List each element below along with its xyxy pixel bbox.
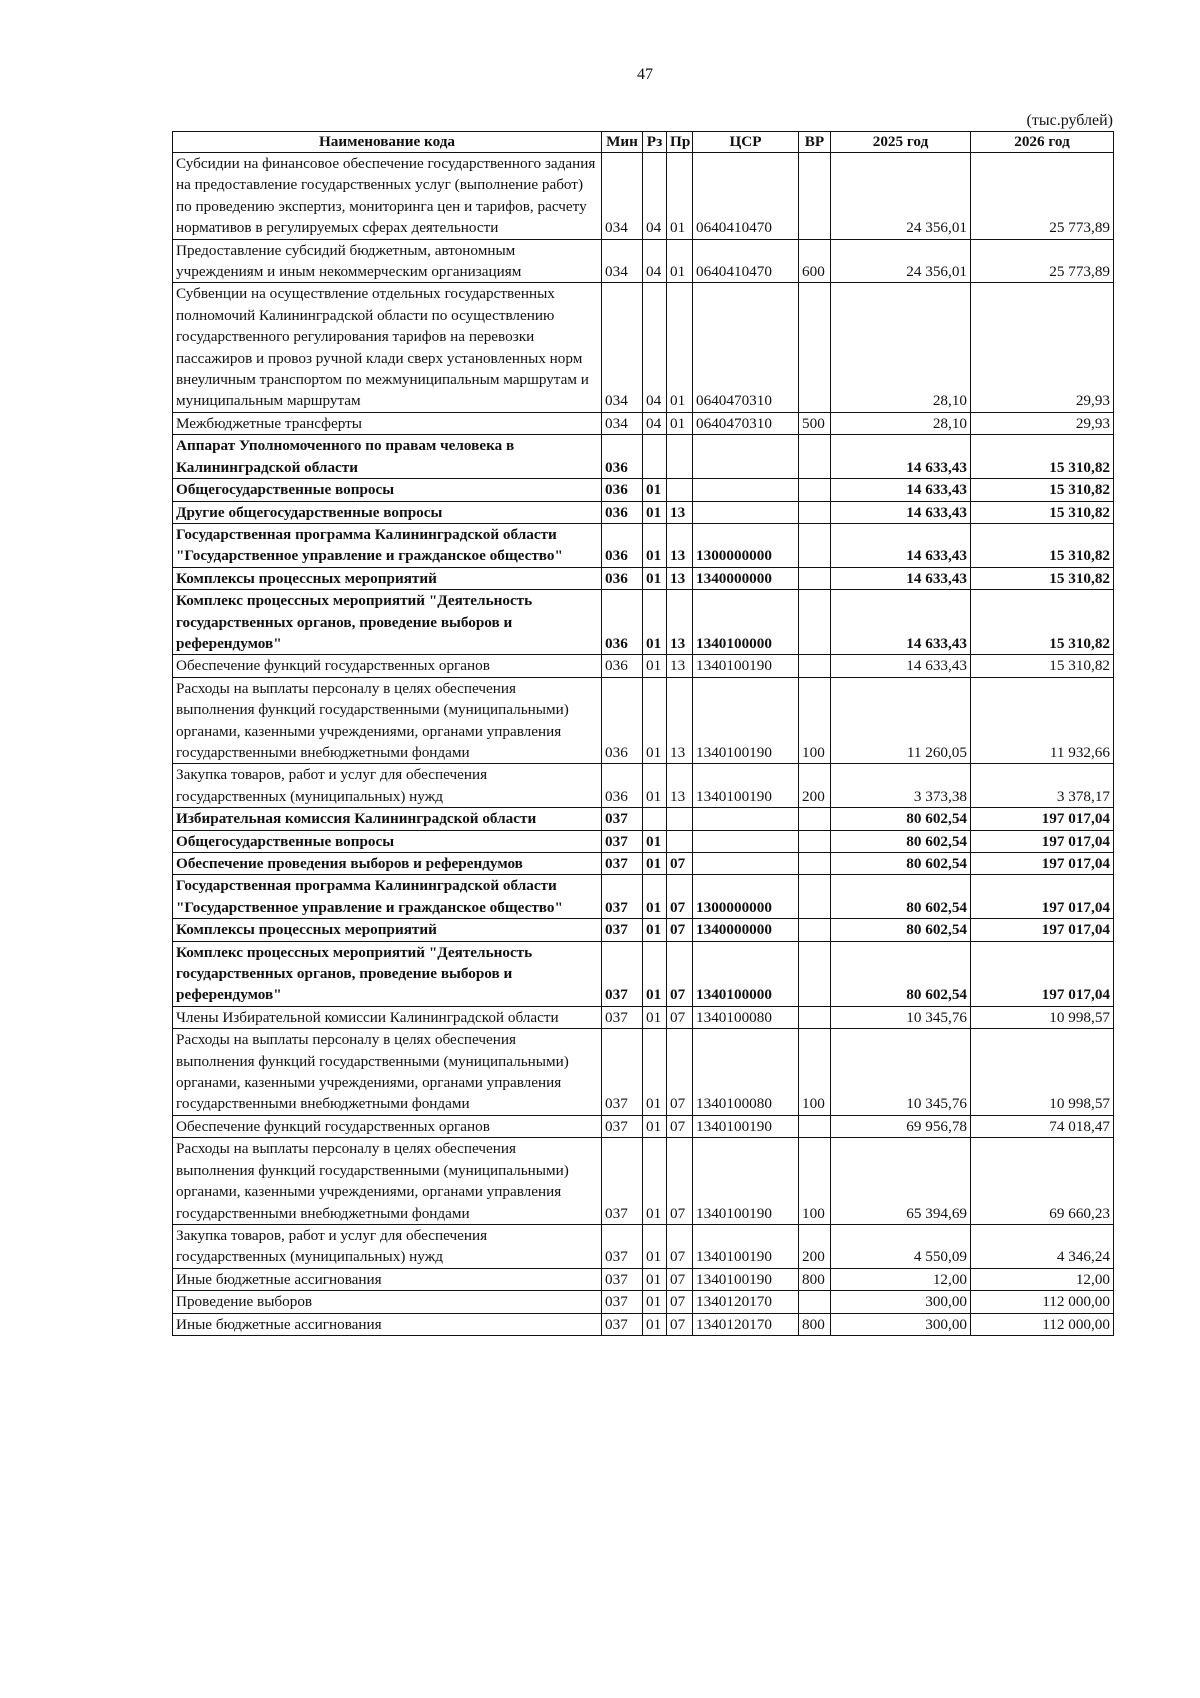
cell-csr: 1340000000	[693, 919, 799, 941]
table-row	[173, 941, 1114, 1006]
cell-2025: 24 356,01	[831, 153, 971, 240]
cell-min: 034	[602, 239, 643, 283]
cell-2025: 14 633,43	[831, 479, 971, 501]
header-2026: 2026 год	[971, 132, 1114, 153]
cell-vr: 100	[799, 1138, 831, 1225]
cell-2025: 69 956,78	[831, 1115, 971, 1137]
cell-2025: 80 602,54	[831, 808, 971, 830]
cell-pr: 07	[667, 1006, 693, 1028]
table-row	[173, 1006, 1114, 1028]
cell-min: 036	[602, 523, 643, 567]
cell-2025: 300,00	[831, 1313, 971, 1335]
table-row	[173, 1268, 1114, 1290]
cell-min: 037	[602, 830, 643, 852]
cell-min: 036	[602, 435, 643, 479]
cell-min: 037	[602, 1224, 643, 1268]
cell-pr: 07	[667, 919, 693, 941]
cell-min: 036	[602, 677, 643, 764]
cell-pr: 07	[667, 1291, 693, 1313]
cell-vr	[799, 1006, 831, 1028]
header-name: Наименование кода	[173, 132, 602, 153]
cell-pr: 07	[667, 875, 693, 919]
cell-rz: 01	[643, 1313, 667, 1335]
table-row	[173, 239, 1114, 283]
cell-name: Обеспечение функций государственных органов	[173, 655, 602, 677]
cell-csr	[693, 435, 799, 479]
cell-rz: 01	[643, 919, 667, 941]
cell-csr: 0640410470	[693, 153, 799, 240]
cell-2026: 74 018,47	[971, 1115, 1114, 1137]
cell-2026: 29,93	[971, 412, 1114, 434]
cell-vr: 100	[799, 677, 831, 764]
cell-2026: 12,00	[971, 1268, 1114, 1290]
table-row	[173, 1291, 1114, 1313]
cell-2026: 197 017,04	[971, 830, 1114, 852]
cell-csr: 1340100190	[693, 764, 799, 808]
cell-csr: 1340120170	[693, 1291, 799, 1313]
cell-vr: 800	[799, 1313, 831, 1335]
cell-rz: 01	[643, 1138, 667, 1225]
cell-csr: 1340100190	[693, 1138, 799, 1225]
cell-name: Государственная программа Калининградской области "Государственное управление и гражданское общество"	[173, 875, 602, 919]
cell-name: Члены Избирательной комиссии Калининградской области	[173, 1006, 602, 1028]
cell-name: Межбюджетные трансферты	[173, 412, 602, 434]
cell-vr: 100	[799, 1029, 831, 1116]
cell-rz: 01	[643, 567, 667, 589]
cell-2025: 300,00	[831, 1291, 971, 1313]
cell-csr: 1340100000	[693, 941, 799, 1006]
cell-csr	[693, 853, 799, 875]
cell-rz: 04	[643, 283, 667, 412]
cell-rz: 04	[643, 239, 667, 283]
cell-csr: 1340100080	[693, 1029, 799, 1116]
table-row	[173, 435, 1114, 479]
table-row	[173, 479, 1114, 501]
table-row	[173, 1224, 1114, 1268]
cell-vr	[799, 1291, 831, 1313]
cell-pr: 07	[667, 1268, 693, 1290]
cell-min: 037	[602, 1313, 643, 1335]
cell-2026: 15 310,82	[971, 523, 1114, 567]
cell-2026: 112 000,00	[971, 1313, 1114, 1335]
cell-2025: 11 260,05	[831, 677, 971, 764]
cell-name: Другие общегосударственные вопросы	[173, 501, 602, 523]
cell-2025: 14 633,43	[831, 655, 971, 677]
cell-pr: 01	[667, 239, 693, 283]
cell-2025: 14 633,43	[831, 435, 971, 479]
cell-csr: 1340100190	[693, 1268, 799, 1290]
header-vr: ВР	[799, 132, 831, 153]
cell-rz: 01	[643, 1268, 667, 1290]
cell-vr	[799, 919, 831, 941]
cell-min: 037	[602, 919, 643, 941]
cell-min: 037	[602, 1115, 643, 1137]
cell-2026: 15 310,82	[971, 501, 1114, 523]
cell-name: Субвенции на осуществление отдельных государственных полномочий Калининградской области по осуществлению государственного регулирования тарифов на перевозки пассажиров и провоз ручной клади сверх установленных норм внеуличным транспортом по межмуниципальным маршрутам и муниципальным маршрутам	[173, 283, 602, 412]
cell-2026: 112 000,00	[971, 1291, 1114, 1313]
cell-2026: 197 017,04	[971, 875, 1114, 919]
cell-rz: 01	[643, 677, 667, 764]
cell-2026: 25 773,89	[971, 153, 1114, 240]
cell-vr: 600	[799, 239, 831, 283]
cell-csr: 0640410470	[693, 239, 799, 283]
table-row	[173, 523, 1114, 567]
table-row	[173, 501, 1114, 523]
cell-min: 036	[602, 479, 643, 501]
table-row	[173, 875, 1114, 919]
cell-min: 034	[602, 283, 643, 412]
cell-2025: 80 602,54	[831, 941, 971, 1006]
cell-csr	[693, 830, 799, 852]
cell-vr: 200	[799, 1224, 831, 1268]
cell-rz: 01	[643, 1029, 667, 1116]
cell-pr: 07	[667, 1224, 693, 1268]
cell-2026: 10 998,57	[971, 1006, 1114, 1028]
cell-name: Расходы на выплаты персоналу в целях обеспечения выполнения функций государственными (муниципальными) органами, казенными учреждениями, органами управления государственными внебюджетными фондами	[173, 677, 602, 764]
cell-name: Избирательная комиссия Калининградской области	[173, 808, 602, 830]
cell-2026: 15 310,82	[971, 590, 1114, 655]
cell-2025: 4 550,09	[831, 1224, 971, 1268]
cell-rz: 01	[643, 479, 667, 501]
cell-rz: 01	[643, 590, 667, 655]
cell-name: Предоставление субсидий бюджетным, автономным учреждениям и иным некоммерческим организациям	[173, 239, 602, 283]
cell-rz: 01	[643, 830, 667, 852]
cell-2026: 15 310,82	[971, 567, 1114, 589]
cell-name: Закупка товаров, работ и услуг для обеспечения государственных (муниципальных) нужд	[173, 1224, 602, 1268]
cell-pr: 01	[667, 412, 693, 434]
cell-rz: 04	[643, 153, 667, 240]
cell-csr: 1340100190	[693, 1224, 799, 1268]
cell-rz: 01	[643, 1006, 667, 1028]
cell-pr	[667, 479, 693, 501]
table-row	[173, 655, 1114, 677]
cell-vr	[799, 153, 831, 240]
cell-pr: 07	[667, 1115, 693, 1137]
cell-2025: 14 633,43	[831, 567, 971, 589]
cell-pr: 01	[667, 153, 693, 240]
cell-csr: 0640470310	[693, 412, 799, 434]
cell-2026: 25 773,89	[971, 239, 1114, 283]
cell-csr: 1340100000	[693, 590, 799, 655]
cell-csr: 1300000000	[693, 875, 799, 919]
header-rz: Рз	[643, 132, 667, 153]
cell-name: Комплексы процессных мероприятий	[173, 919, 602, 941]
cell-pr: 13	[667, 523, 693, 567]
header-pr: Пр	[667, 132, 693, 153]
cell-2025: 80 602,54	[831, 875, 971, 919]
cell-vr	[799, 501, 831, 523]
cell-min: 036	[602, 501, 643, 523]
cell-vr: 500	[799, 412, 831, 434]
cell-name: Общегосударственные вопросы	[173, 830, 602, 852]
header-min: Мин	[602, 132, 643, 153]
table-header-row	[173, 132, 1114, 153]
cell-name: Аппарат Уполномоченного по правам человека в Калининградской области	[173, 435, 602, 479]
units-label: (тыс.рублей)	[1026, 112, 1113, 129]
cell-vr	[799, 875, 831, 919]
cell-2025: 14 633,43	[831, 501, 971, 523]
cell-min: 034	[602, 412, 643, 434]
cell-2025: 3 373,38	[831, 764, 971, 808]
cell-2025: 80 602,54	[831, 853, 971, 875]
cell-2026: 197 017,04	[971, 808, 1114, 830]
table-row	[173, 590, 1114, 655]
cell-vr	[799, 853, 831, 875]
table-row	[173, 764, 1114, 808]
cell-name: Расходы на выплаты персоналу в целях обеспечения выполнения функций государственными (муниципальными) органами, казенными учреждениями, органами управления государственными внебюджетными фондами	[173, 1029, 602, 1116]
cell-pr: 13	[667, 677, 693, 764]
table-row	[173, 1115, 1114, 1137]
cell-2026: 3 378,17	[971, 764, 1114, 808]
cell-pr: 07	[667, 941, 693, 1006]
cell-2026: 10 998,57	[971, 1029, 1114, 1116]
cell-name: Расходы на выплаты персоналу в целях обеспечения выполнения функций государственными (муниципальными) органами, казенными учреждениями, органами управления государственными внебюджетными фондами	[173, 1138, 602, 1225]
cell-min: 037	[602, 1138, 643, 1225]
cell-csr	[693, 808, 799, 830]
cell-2026: 69 660,23	[971, 1138, 1114, 1225]
cell-csr: 1340100080	[693, 1006, 799, 1028]
cell-2026: 11 932,66	[971, 677, 1114, 764]
cell-pr: 01	[667, 283, 693, 412]
cell-min: 037	[602, 1268, 643, 1290]
cell-min: 036	[602, 590, 643, 655]
cell-name: Субсидии на финансовое обеспечение государственного задания на предоставление государственных услуг (выполнение работ) по проведению экспертиз, мониторинга цен и тарифов, расчету нормативов в регулируемых сферах деятельности	[173, 153, 602, 240]
cell-2026: 197 017,04	[971, 853, 1114, 875]
cell-min: 036	[602, 567, 643, 589]
cell-min: 037	[602, 1291, 643, 1313]
cell-rz: 01	[643, 764, 667, 808]
cell-pr: 13	[667, 655, 693, 677]
cell-min: 037	[602, 853, 643, 875]
cell-name: Комплексы процессных мероприятий	[173, 567, 602, 589]
cell-vr	[799, 1115, 831, 1137]
cell-2025: 10 345,76	[831, 1029, 971, 1116]
cell-vr	[799, 567, 831, 589]
table-row	[173, 153, 1114, 240]
cell-pr: 13	[667, 567, 693, 589]
cell-csr: 1340100190	[693, 655, 799, 677]
cell-pr: 07	[667, 1138, 693, 1225]
table-row	[173, 919, 1114, 941]
cell-rz	[643, 435, 667, 479]
cell-min: 034	[602, 153, 643, 240]
cell-name: Общегосударственные вопросы	[173, 479, 602, 501]
table-row	[173, 1313, 1114, 1335]
cell-vr	[799, 941, 831, 1006]
cell-2025: 14 633,43	[831, 523, 971, 567]
cell-csr: 0640470310	[693, 283, 799, 412]
cell-2026: 15 310,82	[971, 655, 1114, 677]
cell-min: 037	[602, 808, 643, 830]
cell-name: Иные бюджетные ассигнования	[173, 1313, 602, 1335]
cell-csr	[693, 501, 799, 523]
table-row	[173, 853, 1114, 875]
cell-rz: 01	[643, 523, 667, 567]
table-row	[173, 567, 1114, 589]
cell-rz: 01	[643, 1115, 667, 1137]
cell-pr: 13	[667, 501, 693, 523]
cell-min: 036	[602, 764, 643, 808]
cell-name: Обеспечение проведения выборов и референдумов	[173, 853, 602, 875]
cell-name: Комплекс процессных мероприятий "Деятельность государственных органов, проведение выборов и референдумов"	[173, 941, 602, 1006]
cell-name: Проведение выборов	[173, 1291, 602, 1313]
cell-2025: 10 345,76	[831, 1006, 971, 1028]
cell-vr	[799, 435, 831, 479]
cell-csr: 1340100190	[693, 1115, 799, 1137]
cell-rz: 01	[643, 655, 667, 677]
cell-vr	[799, 523, 831, 567]
cell-2025: 28,10	[831, 412, 971, 434]
cell-pr: 07	[667, 853, 693, 875]
cell-2026: 197 017,04	[971, 919, 1114, 941]
cell-2026: 197 017,04	[971, 941, 1114, 1006]
cell-pr	[667, 830, 693, 852]
cell-2025: 24 356,01	[831, 239, 971, 283]
cell-csr: 1340120170	[693, 1313, 799, 1335]
budget-table	[172, 131, 1114, 1336]
cell-pr: 07	[667, 1029, 693, 1116]
cell-pr: 13	[667, 590, 693, 655]
cell-rz: 01	[643, 1224, 667, 1268]
cell-vr	[799, 590, 831, 655]
cell-rz: 01	[643, 853, 667, 875]
cell-pr	[667, 808, 693, 830]
page-number: 47	[637, 66, 653, 83]
cell-2025: 14 633,43	[831, 590, 971, 655]
cell-2026: 15 310,82	[971, 479, 1114, 501]
table-row	[173, 808, 1114, 830]
cell-rz: 01	[643, 875, 667, 919]
cell-name: Закупка товаров, работ и услуг для обеспечения государственных (муниципальных) нужд	[173, 764, 602, 808]
cell-2025: 80 602,54	[831, 919, 971, 941]
header-2025: 2025 год	[831, 132, 971, 153]
cell-rz: 01	[643, 941, 667, 1006]
cell-vr	[799, 808, 831, 830]
cell-vr: 200	[799, 764, 831, 808]
cell-min: 037	[602, 1029, 643, 1116]
cell-vr	[799, 655, 831, 677]
cell-vr: 800	[799, 1268, 831, 1290]
cell-vr	[799, 283, 831, 412]
cell-name: Комплекс процессных мероприятий "Деятельность государственных органов, проведение выборов и референдумов"	[173, 590, 602, 655]
cell-rz	[643, 808, 667, 830]
table-row	[173, 283, 1114, 412]
table-row	[173, 1029, 1114, 1116]
table-row	[173, 677, 1114, 764]
cell-2025: 12,00	[831, 1268, 971, 1290]
cell-rz: 01	[643, 1291, 667, 1313]
cell-min: 037	[602, 1006, 643, 1028]
cell-rz: 01	[643, 501, 667, 523]
cell-name: Государственная программа Калининградской области "Государственное управление и гражданское общество"	[173, 523, 602, 567]
cell-csr: 1340100190	[693, 677, 799, 764]
cell-name: Обеспечение функций государственных органов	[173, 1115, 602, 1137]
cell-2025: 28,10	[831, 283, 971, 412]
cell-pr: 07	[667, 1313, 693, 1335]
cell-min: 036	[602, 655, 643, 677]
cell-vr	[799, 479, 831, 501]
cell-csr	[693, 479, 799, 501]
cell-2025: 65 394,69	[831, 1138, 971, 1225]
table-row	[173, 412, 1114, 434]
cell-csr: 1300000000	[693, 523, 799, 567]
table-row	[173, 830, 1114, 852]
cell-2026: 29,93	[971, 283, 1114, 412]
cell-2026: 15 310,82	[971, 435, 1114, 479]
cell-min: 037	[602, 941, 643, 1006]
cell-pr	[667, 435, 693, 479]
cell-pr: 13	[667, 764, 693, 808]
table-row	[173, 1138, 1114, 1225]
cell-rz: 04	[643, 412, 667, 434]
header-csr: ЦСР	[693, 132, 799, 153]
cell-name: Иные бюджетные ассигнования	[173, 1268, 602, 1290]
cell-2025: 80 602,54	[831, 830, 971, 852]
cell-csr: 1340000000	[693, 567, 799, 589]
cell-2026: 4 346,24	[971, 1224, 1114, 1268]
cell-vr	[799, 830, 831, 852]
cell-min: 037	[602, 875, 643, 919]
